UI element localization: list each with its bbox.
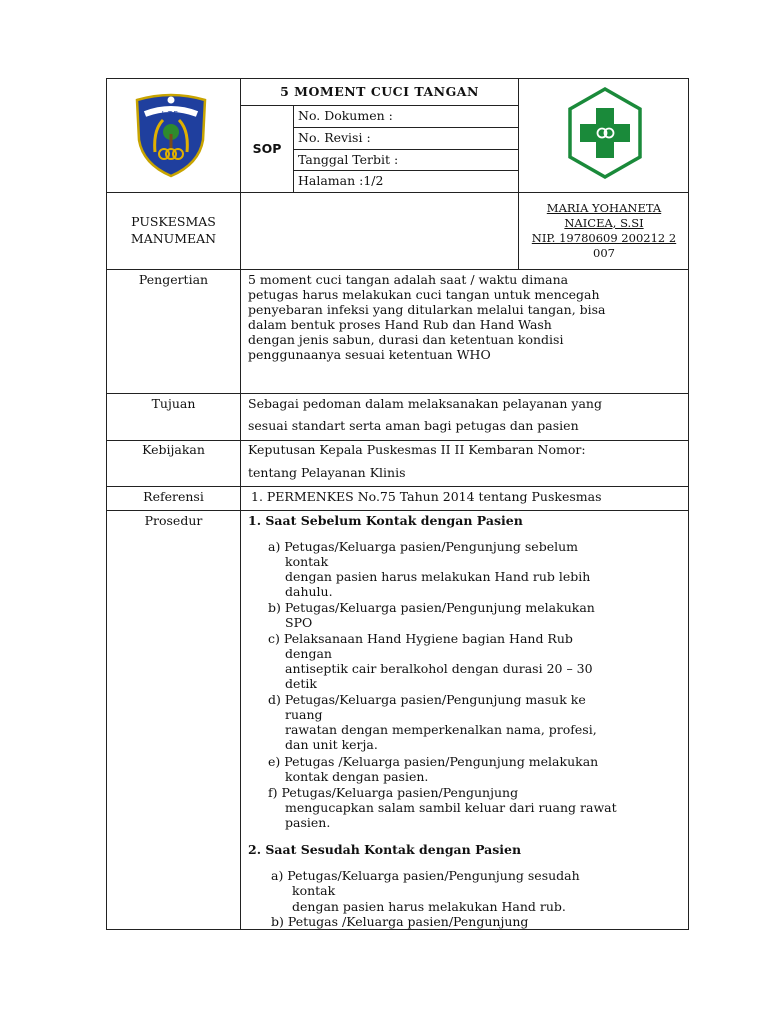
pengertian-line: petugas harus melakukan cuci tangan untuk mencegah xyxy=(248,287,600,302)
puskesmas-name-line2: MANUMEAN xyxy=(130,231,217,246)
divider xyxy=(106,393,689,394)
signer-nip-line1: NIP. 19780609 200212 2 xyxy=(531,231,677,245)
prosedur-line: detik xyxy=(285,676,317,691)
prosedur-label: Prosedur xyxy=(144,513,203,528)
prosedur-line: a) Petugas/Keluarga pasien/Pengunjung sesudah xyxy=(271,868,580,883)
prosedur-line: c) Pelaksanaan Hand Hygiene bagian Hand Rub xyxy=(268,631,573,646)
prosedur-line: f) Petugas/Keluarga pasien/Pengunjung xyxy=(268,785,519,800)
divider xyxy=(293,149,518,150)
tujuan-label: Tujuan xyxy=(151,396,196,411)
divider xyxy=(106,440,689,441)
divider xyxy=(106,486,689,487)
prosedur-line: rawatan dengan memperkenalkan nama, profesi, xyxy=(285,722,597,737)
pengertian-line: 5 moment cuci tangan adalah saat / waktu dimana xyxy=(248,272,569,287)
prosedur-line: a) Petugas/Keluarga pasien/Pengunjung sebelum xyxy=(268,539,578,554)
field-tanggal-terbit: Tanggal Terbit : xyxy=(298,152,399,167)
tujuan-line: sesuai standart serta aman bagi petugas dan pasien xyxy=(248,418,579,433)
prosedur-heading-2: 2. Saat Sesudah Kontak dengan Pasien xyxy=(248,842,522,857)
divider xyxy=(240,105,518,106)
referensi-label: Referensi xyxy=(143,489,204,504)
prosedur-line: e) Petugas /Keluarga pasien/Pengunjung melakukan xyxy=(268,754,599,769)
divider xyxy=(106,510,689,511)
puskesmas-name-line1: PUSKESMAS xyxy=(131,214,216,229)
signer-name-line1: MARIA YOHANETA xyxy=(546,201,662,215)
prosedur-line: ruang xyxy=(285,707,323,722)
kebijakan-line: Keputusan Kepala Puskesmas II II Kembaran Nomor: xyxy=(248,442,586,457)
divider xyxy=(106,192,689,193)
prosedur-line: b) Petugas/Keluarga pasien/Pengunjung melakukan xyxy=(268,600,595,615)
field-no-dokumen: No. Dokumen : xyxy=(298,108,393,123)
prosedur-line: d) Petugas/Keluarga pasien/Pengunjung masuk ke xyxy=(268,692,586,707)
referensi-text: 1. PERMENKES No.75 Tahun 2014 tentang Puskesmas xyxy=(251,489,602,504)
field-no-revisi: No. Revisi : xyxy=(298,130,371,145)
svg-text:L.T.E.: L.T.E. xyxy=(161,110,181,118)
divider xyxy=(293,127,518,128)
prosedur-line: b) Petugas /Keluarga pasien/Pengunjung xyxy=(271,914,529,929)
signer-nip-line2: 007 xyxy=(593,246,615,260)
regional-emblem-logo xyxy=(133,90,209,180)
prosedur-line: SPO xyxy=(285,615,313,630)
sop-label: SOP xyxy=(252,141,282,156)
field-halaman: Halaman :1/2 xyxy=(298,173,384,188)
pengertian-label: Pengertian xyxy=(138,272,209,287)
prosedur-line: kontak xyxy=(285,554,329,569)
kebijakan-line: tentang Pelayanan Klinis xyxy=(248,465,406,480)
kebijakan-label: Kebijakan xyxy=(142,442,205,457)
signer-name-line2: NAICEA, S.SI xyxy=(564,216,644,230)
prosedur-line: antiseptik cair beralkohol dengan durasi 20 – 30 xyxy=(285,661,593,676)
prosedur-line: pasien. xyxy=(285,815,331,830)
divider xyxy=(293,170,518,171)
pengertian-line: dengan jenis sabun, durasi dan ketentuan kondisi xyxy=(248,332,564,347)
pengertian-line: penggunaanya sesuai ketentuan WHO xyxy=(248,347,491,362)
divider xyxy=(106,269,689,270)
puskesmas-cross-logo xyxy=(566,86,644,180)
prosedur-line: dahulu. xyxy=(285,584,333,599)
prosedur-line: dan unit kerja. xyxy=(285,737,378,752)
prosedur-line: kontak dengan pasien. xyxy=(285,769,429,784)
prosedur-line: mengucapkan salam sambil keluar dari ruang rawat xyxy=(285,800,617,815)
prosedur-line: kontak xyxy=(292,883,336,898)
document-title: 5 MOMENT CUCI TANGAN xyxy=(280,84,479,99)
prosedur-line: dengan pasien harus melakukan Hand rub lebih xyxy=(285,569,591,584)
pengertian-line: penyebaran infeksi yang ditularkan melalui tangan, bisa xyxy=(248,302,606,317)
tujuan-line: Sebagai pedoman dalam melaksanakan pelayanan yang xyxy=(248,396,602,411)
pengertian-line: dalam bentuk proses Hand Rub dan Hand Wash xyxy=(248,317,552,332)
prosedur-heading-1: 1. Saat Sebelum Kontak dengan Pasien xyxy=(248,513,523,528)
prosedur-line: dengan pasien harus melakukan Hand rub. xyxy=(292,899,566,914)
prosedur-line: dengan xyxy=(285,646,332,661)
